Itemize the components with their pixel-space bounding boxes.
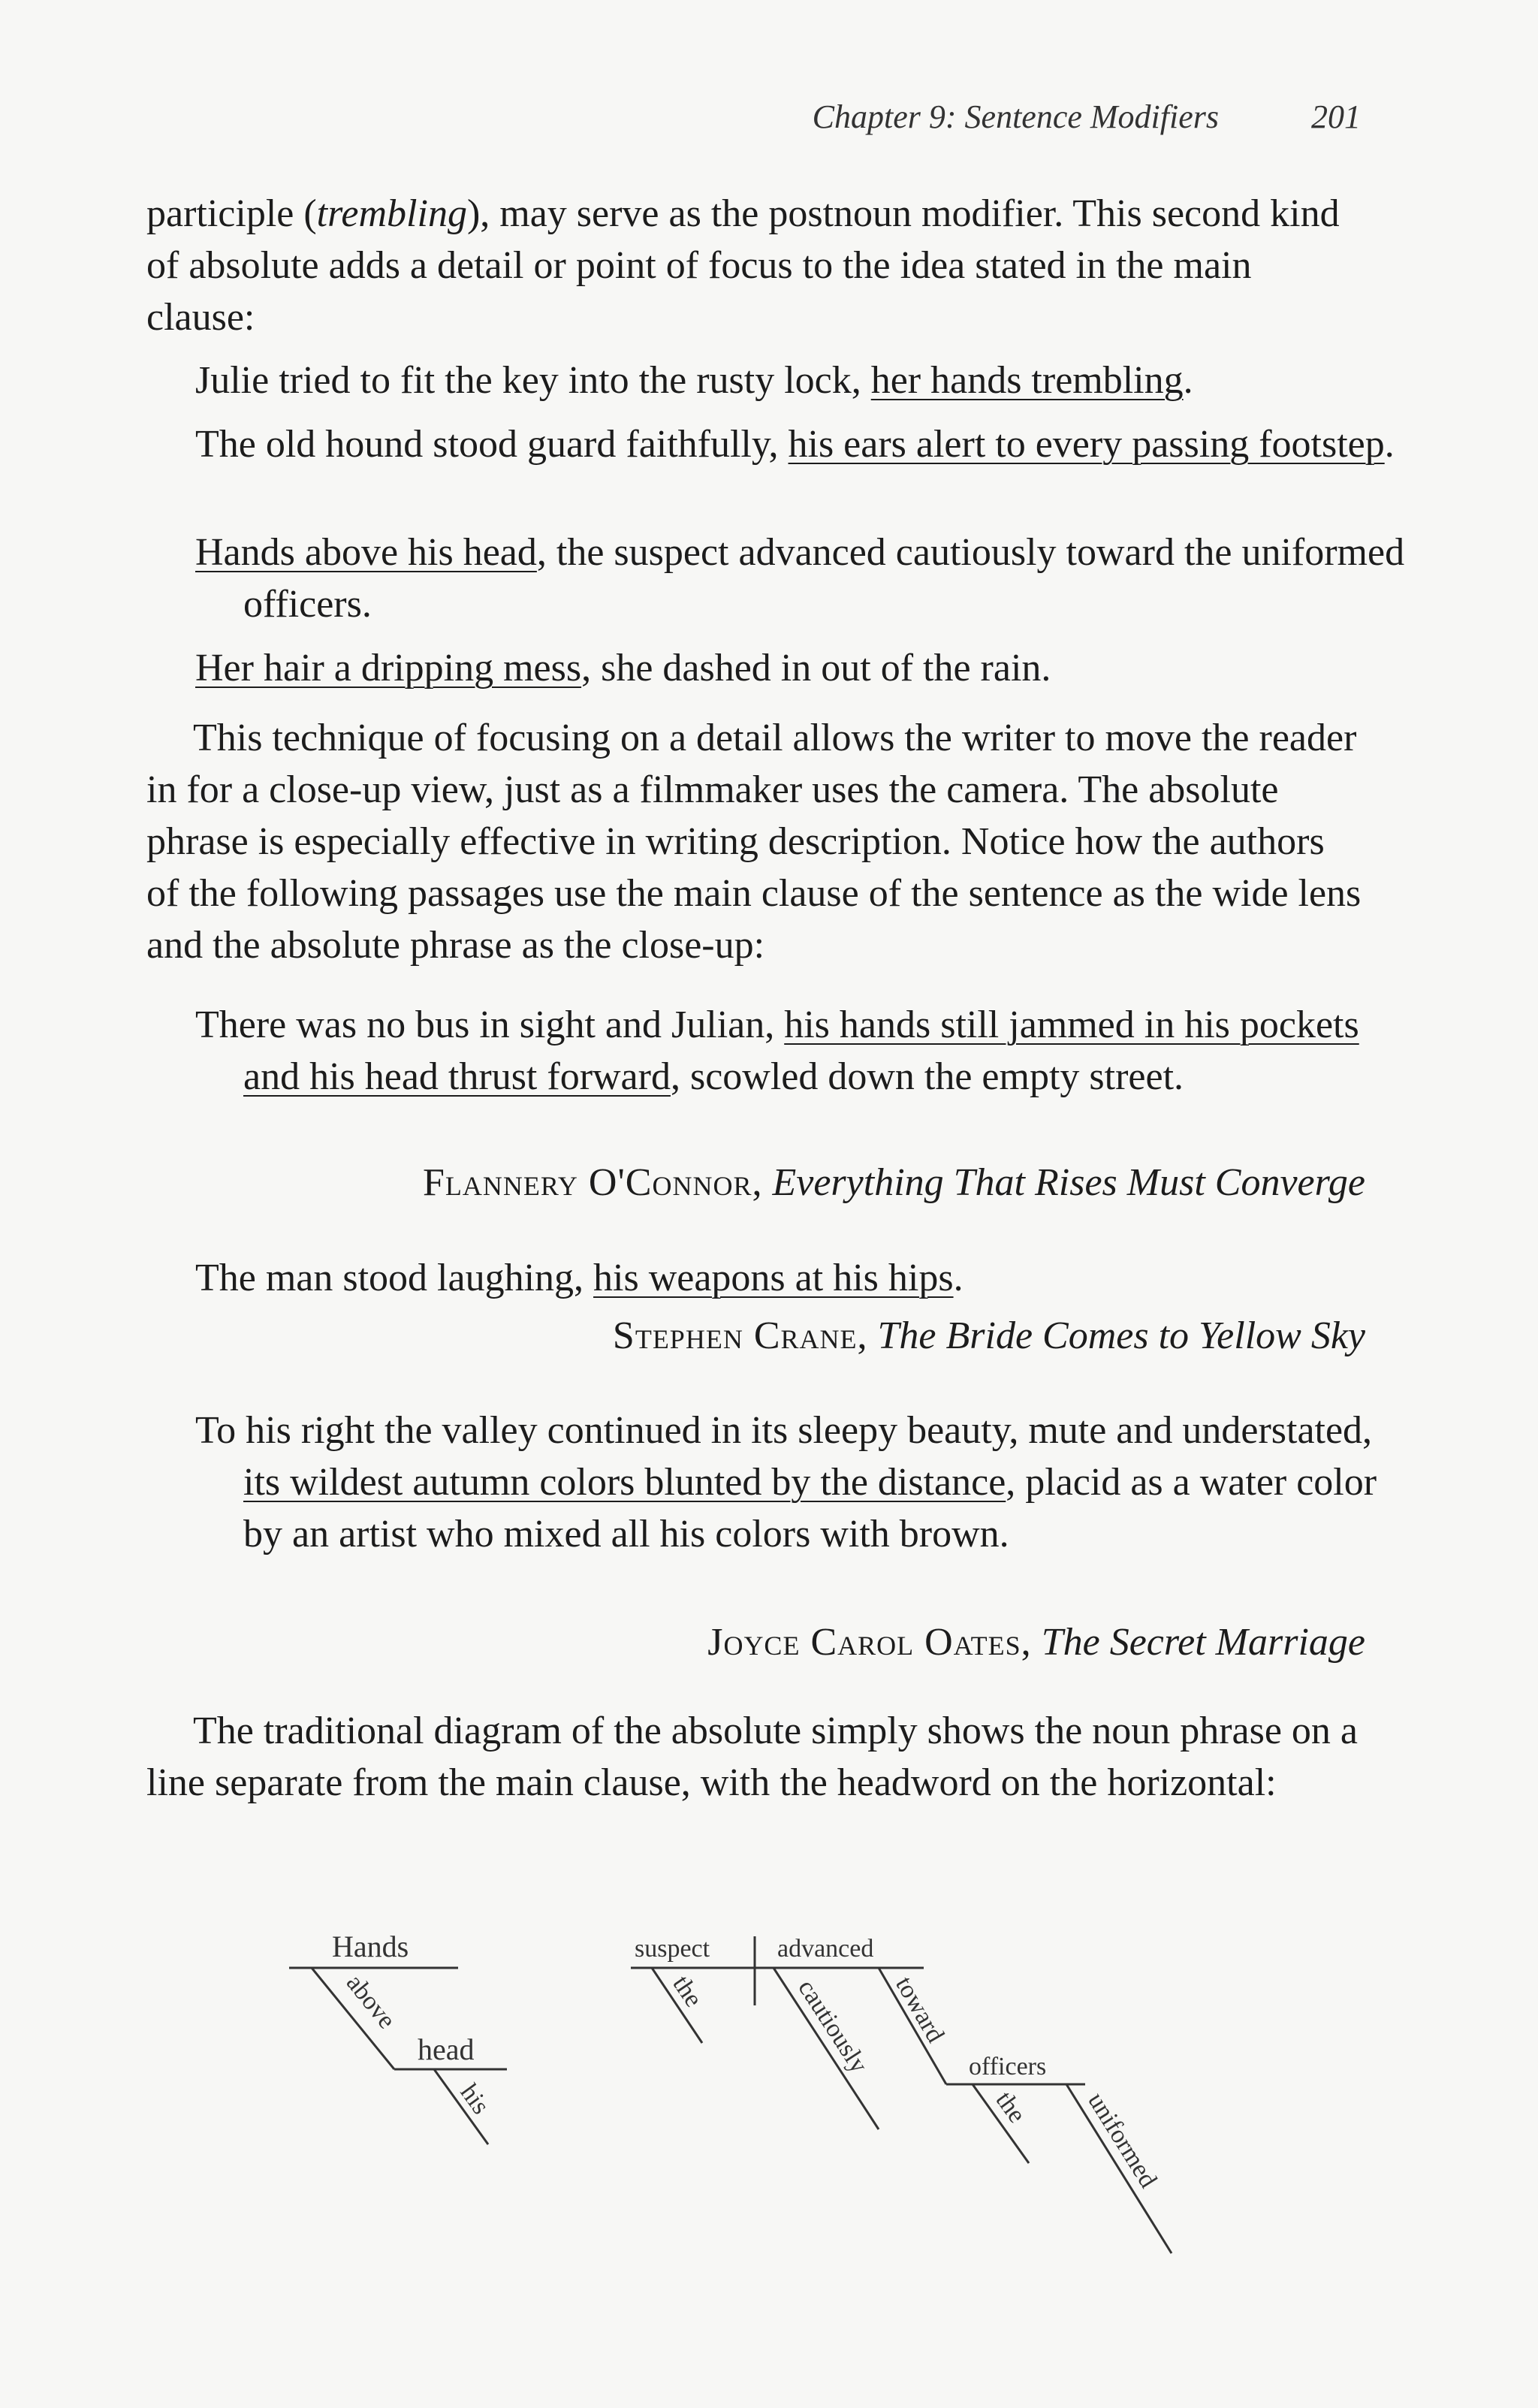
absolute-phrase: her hands trembling bbox=[870, 359, 1184, 402]
quote-oates: To his right the valley continued in its sleepy beauty, mute and understated, its wildest autumn colors blunted by the distance, placid as a water color by an artist who mixed all his colors with brown. bbox=[195, 1409, 1377, 1556]
quote-crane: The man stood laughing, his weapons at his hips. bbox=[195, 1257, 964, 1299]
example-sentence: Hands above his head, the suspect advanced cautiously toward the uniformed officers. bbox=[195, 531, 1405, 626]
diagram-word: officers bbox=[969, 2053, 1047, 2081]
diagram-paragraph: The traditional diagram of the absolute simply shows the noun phrase on a line separate from the main clause, with the headword on the horizontal: bbox=[146, 1709, 1358, 1804]
diagram-word: uniformed bbox=[1082, 2087, 1163, 2193]
diagram-word: advanced bbox=[777, 1935, 874, 1963]
diagram-word: head bbox=[418, 2032, 475, 2066]
example-sentence: The old hound stood guard faithfully, his ears alert to every passing footstep. bbox=[195, 423, 1395, 466]
diagram-word: the bbox=[667, 1970, 708, 2012]
absolute-phrase: Hands above his head bbox=[195, 531, 537, 574]
diagram-word: above bbox=[340, 1969, 401, 2035]
absolute-phrase: his hands still jammed in his pockets and his head thrust forward bbox=[243, 1003, 1359, 1098]
example-sentence: Julie tried to fit the key into the rusty lock, her hands trembling. bbox=[195, 359, 1193, 402]
diagram-word: Hands bbox=[332, 1930, 409, 1963]
diagram-word: toward bbox=[890, 1972, 950, 2047]
diagram-word: his bbox=[454, 2078, 495, 2120]
attribution: Joyce Carol Oates, The Secret Marriage bbox=[707, 1621, 1365, 1664]
diagram-word: the bbox=[990, 2086, 1031, 2129]
absolute-phrase: Her hair a dripping mess bbox=[195, 647, 582, 690]
absolute-phrase: its wildest autumn colors blunted by the distance bbox=[243, 1461, 1006, 1504]
focus-paragraph: This technique of focusing on a detail allows the writer to move the reader in for a close-up view, just as a filmmaker uses the camera. The absolute phrase is especially effective in writing description. Notice how the authors of the following passages use the main clause of the sentence as the wide lens and the absolute phrase as the close-up: bbox=[146, 717, 1362, 967]
absolute-phrase: his weapons at his hips bbox=[593, 1257, 954, 1299]
absolute-phrase: his ears alert to every passing footstep bbox=[788, 423, 1385, 466]
attribution: Flannery O'Connor, Everything That Rises Must Converge bbox=[422, 1161, 1365, 1204]
chapter-title: Chapter 9: Sentence Modifiers bbox=[812, 98, 1219, 135]
page-number: 201 bbox=[1311, 98, 1361, 135]
quote-oconnor: There was no bus in sight and Julian, his hands still jammed in his pockets and his head thrust forward, scowled down the empty street. bbox=[195, 1003, 1359, 1098]
diagram-word: suspect bbox=[635, 1935, 710, 1963]
intro-paragraph: participle (trembling), may serve as the postnoun modifier. This second kind of absolute adds a detail or point of focus to the idea stated in the main clause: bbox=[146, 192, 1340, 339]
diagram-word: cautiously bbox=[792, 1975, 873, 2078]
attribution: Stephen Crane, The Bride Comes to Yellow Sky bbox=[612, 1314, 1365, 1357]
example-sentence: Her hair a dripping mess, she dashed in out of the rain. bbox=[195, 647, 1051, 690]
